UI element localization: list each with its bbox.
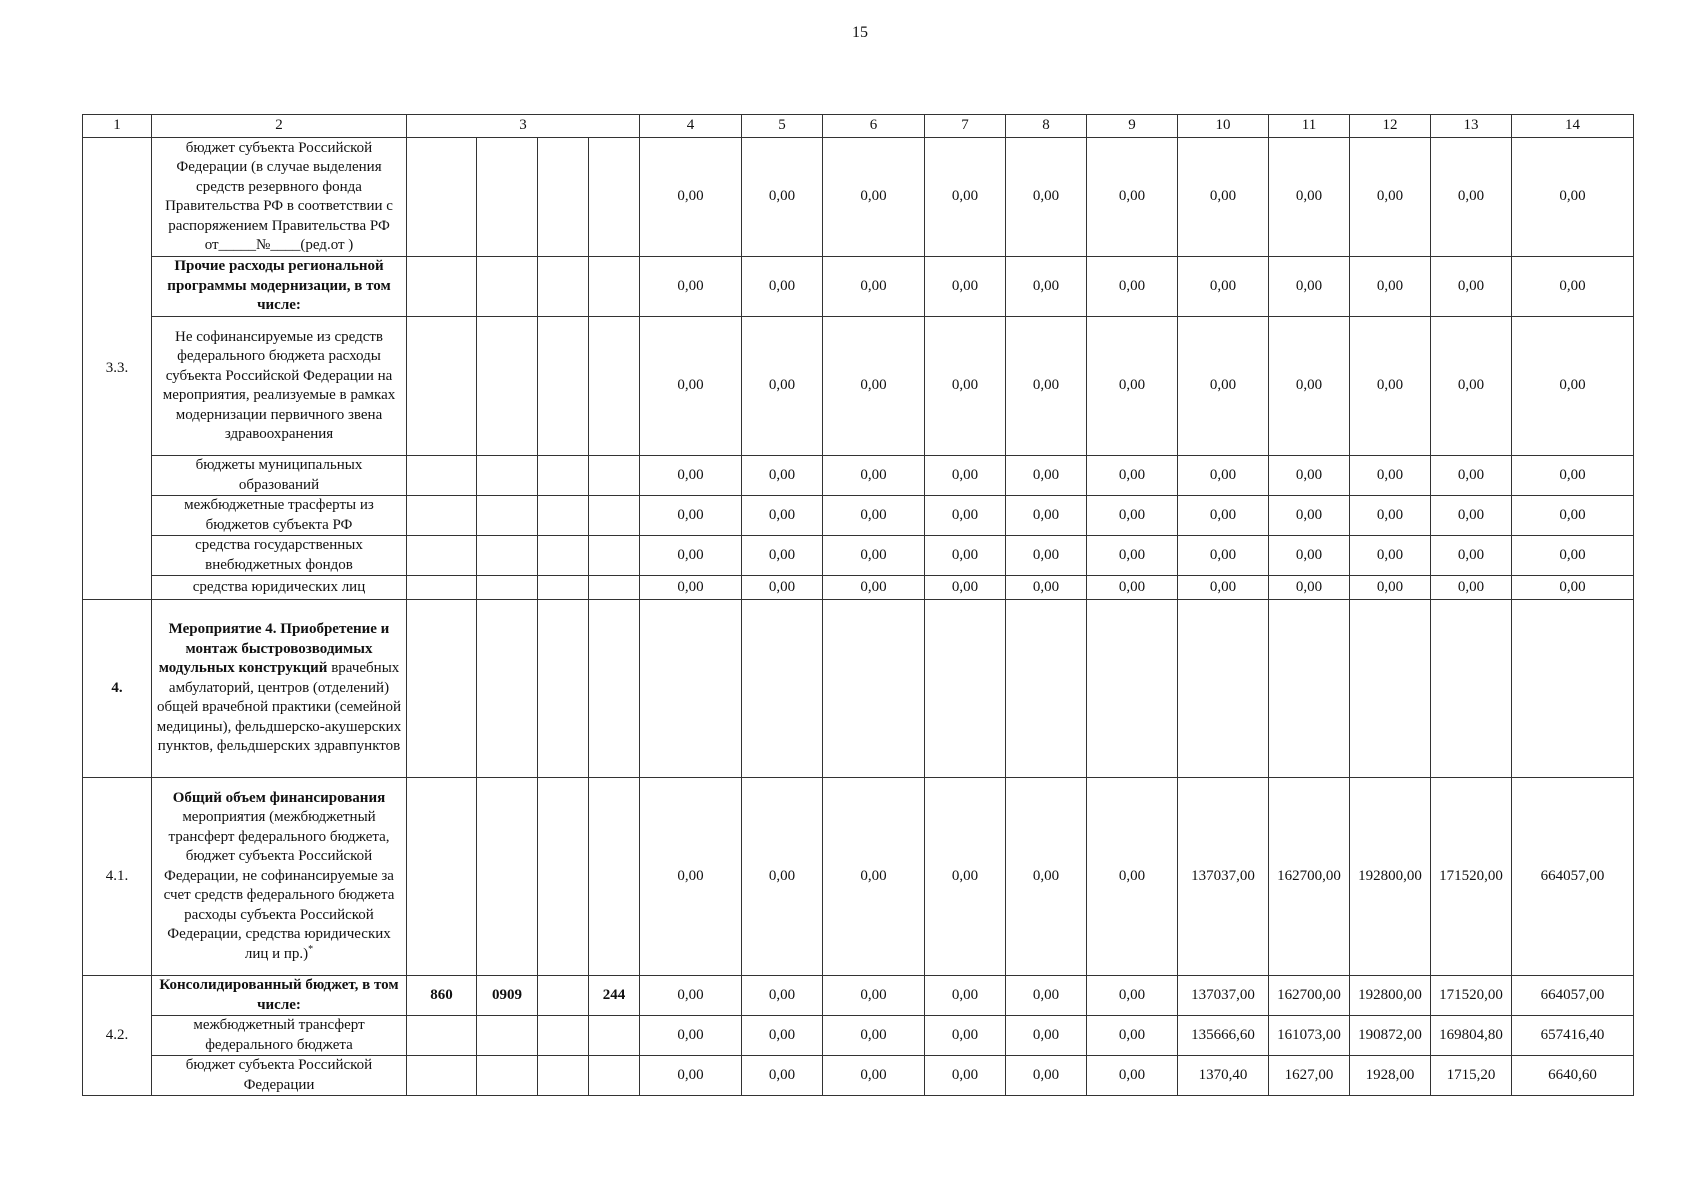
value-cell-col-5: 0,00 xyxy=(742,576,823,600)
header-cell: 14 xyxy=(1512,115,1634,138)
value-cell-col-8: 0,00 xyxy=(1006,317,1087,456)
value-cell-col-6: 0,00 xyxy=(823,496,925,536)
value-cell-col-6: 0,00 xyxy=(823,317,925,456)
value-cell-col-13: 169804,80 xyxy=(1431,1016,1512,1056)
value-cell-col-5: 0,00 xyxy=(742,257,823,317)
description-text: бюджет субъекта Российской Федерации xyxy=(185,1057,373,1093)
header-cell: 3 xyxy=(407,115,640,138)
value-cell-col-8: 0,00 xyxy=(1006,1016,1087,1056)
value-cell-col-14: 0,00 xyxy=(1512,138,1634,257)
value-cell-col-8: 0,00 xyxy=(1006,976,1087,1016)
value-cell-col-7: 0,00 xyxy=(925,257,1006,317)
value-cell-col-4: 0,00 xyxy=(640,317,742,456)
value-cell-col-6: 0,00 xyxy=(823,257,925,317)
header-cell: 1 xyxy=(83,115,152,138)
budget-code-cell xyxy=(477,1016,538,1056)
budget-code-cell xyxy=(538,138,589,257)
budget-code-cell xyxy=(477,317,538,456)
budget-code-cell xyxy=(407,1056,477,1096)
budget-code-cell xyxy=(589,257,640,317)
value-cell-col-5: 0,00 xyxy=(742,1016,823,1056)
value-cell-col-11: 0,00 xyxy=(1269,536,1350,576)
value-cell-col-6: 0,00 xyxy=(823,1056,925,1096)
value-cell-col-12: 0,00 xyxy=(1350,138,1431,257)
value-cell-col-11: 0,00 xyxy=(1269,576,1350,600)
value-cell-col-14: 0,00 xyxy=(1512,536,1634,576)
value-cell-col-12: 0,00 xyxy=(1350,536,1431,576)
value-cell-col-11: 0,00 xyxy=(1269,317,1350,456)
budget-code-cell xyxy=(407,576,477,600)
budget-code-cell xyxy=(477,138,538,257)
budget-code-cell xyxy=(407,778,477,976)
header-cell: 9 xyxy=(1087,115,1178,138)
description-cell xyxy=(152,976,407,1016)
budget-code-cell xyxy=(589,778,640,976)
budget-code-cell xyxy=(407,536,477,576)
value-cell-col-7: 0,00 xyxy=(925,1016,1006,1056)
value-cell-col-11: 0,00 xyxy=(1269,496,1350,536)
value-cell-col-9: 0,00 xyxy=(1087,456,1178,496)
value-cell-col-7: 0,00 xyxy=(925,1056,1006,1096)
value-cell-col-12: 1928,00 xyxy=(1350,1056,1431,1096)
budget-code-cell xyxy=(407,496,477,536)
table-row xyxy=(83,536,1634,576)
value-cell-col-8: 0,00 xyxy=(1006,456,1087,496)
budget-code-cell xyxy=(407,456,477,496)
value-cell-col-8: 0,00 xyxy=(1006,778,1087,976)
budget-code-cell xyxy=(538,496,589,536)
budget-code-cell xyxy=(407,317,477,456)
value-cell-col-7: 0,00 xyxy=(925,976,1006,1016)
budget-code-cell xyxy=(477,600,538,778)
value-cell-col-5: 0,00 xyxy=(742,317,823,456)
description-cell xyxy=(152,257,407,317)
value-cell-col-11: 161073,00 xyxy=(1269,1016,1350,1056)
value-cell-col-7: 0,00 xyxy=(925,778,1006,976)
value-cell-col-11: 162700,00 xyxy=(1269,778,1350,976)
value-cell-col-13 xyxy=(1431,600,1512,778)
budget-code-cell xyxy=(477,456,538,496)
value-cell-col-8: 0,00 xyxy=(1006,138,1087,257)
value-cell-col-4: 0,00 xyxy=(640,456,742,496)
value-cell-col-12: 0,00 xyxy=(1350,456,1431,496)
table-row xyxy=(83,778,1634,976)
table-row xyxy=(83,976,1634,1016)
value-cell-col-13: 0,00 xyxy=(1431,138,1512,257)
header-cell: 4 xyxy=(640,115,742,138)
budget-code-cell xyxy=(589,1056,640,1096)
value-cell-col-9: 0,00 xyxy=(1087,317,1178,456)
budget-code-cell xyxy=(589,456,640,496)
value-cell-col-7: 0,00 xyxy=(925,576,1006,600)
description-text: врачебных амбулаторий, центров (отделений) общей врачебной практики (семейной медицины), фельдшерско-акушерских пунктов, фельдшерских здравпунктов xyxy=(156,660,402,755)
description-text: Прочие расходы региональной программы модернизации, в том числе: xyxy=(167,258,391,314)
value-cell-col-4: 0,00 xyxy=(640,1056,742,1096)
budget-code-cell: 0909 xyxy=(477,976,538,1016)
value-cell-col-8: 0,00 xyxy=(1006,576,1087,600)
value-cell-col-8 xyxy=(1006,600,1087,778)
budget-code-cell xyxy=(477,536,538,576)
budget-code-cell xyxy=(538,456,589,496)
budget-code-cell xyxy=(407,257,477,317)
value-cell-col-13: 0,00 xyxy=(1431,257,1512,317)
header-cell: 13 xyxy=(1431,115,1512,138)
budget-code-cell xyxy=(589,1016,640,1056)
value-cell-col-6: 0,00 xyxy=(823,536,925,576)
value-cell-col-6: 0,00 xyxy=(823,456,925,496)
budget-code-cell xyxy=(589,536,640,576)
value-cell-col-5: 0,00 xyxy=(742,496,823,536)
table-row xyxy=(83,1056,1634,1096)
value-cell-col-13: 171520,00 xyxy=(1431,976,1512,1016)
value-cell-col-12: 0,00 xyxy=(1350,576,1431,600)
header-row xyxy=(83,115,1634,138)
value-cell-col-10: 0,00 xyxy=(1178,456,1269,496)
value-cell-col-5: 0,00 xyxy=(742,536,823,576)
value-cell-col-10: 137037,00 xyxy=(1178,778,1269,976)
header-cell: 12 xyxy=(1350,115,1431,138)
value-cell-col-4: 0,00 xyxy=(640,536,742,576)
value-cell-col-5: 0,00 xyxy=(742,778,823,976)
table-row xyxy=(83,576,1634,600)
budget-code-cell xyxy=(538,536,589,576)
value-cell-col-10: 0,00 xyxy=(1178,138,1269,257)
budget-code-cell xyxy=(538,576,589,600)
budget-code-cell xyxy=(589,317,640,456)
table-row xyxy=(83,138,1634,257)
value-cell-col-4: 0,00 xyxy=(640,976,742,1016)
budget-code-cell xyxy=(538,976,589,1016)
value-cell-col-11: 0,00 xyxy=(1269,257,1350,317)
budget-code-cell xyxy=(589,496,640,536)
value-cell-col-4: 0,00 xyxy=(640,576,742,600)
footnote-mark: * xyxy=(308,943,314,955)
value-cell-col-13: 0,00 xyxy=(1431,317,1512,456)
description-cell xyxy=(152,1056,407,1096)
budget-code-cell xyxy=(538,600,589,778)
description-text: межбюджетный трансферт федерального бюджета xyxy=(193,1017,365,1053)
description-text: межбюджетные трасферты из бюджетов субъекта РФ xyxy=(184,497,374,533)
value-cell-col-11: 0,00 xyxy=(1269,138,1350,257)
table-row xyxy=(83,600,1634,778)
value-cell-col-14: 0,00 xyxy=(1512,496,1634,536)
value-cell-col-10: 0,00 xyxy=(1178,257,1269,317)
value-cell-col-12: 0,00 xyxy=(1350,496,1431,536)
value-cell-col-6: 0,00 xyxy=(823,778,925,976)
value-cell-col-10: 0,00 xyxy=(1178,576,1269,600)
description-text: бюджет субъекта Российской Федерации (в случае выделения средств резервного фонда Правительства РФ в соответствии с распоряжением Правительства РФ от_____№____(ред.от ) xyxy=(165,139,393,253)
value-cell-col-12: 0,00 xyxy=(1350,317,1431,456)
value-cell-col-9: 0,00 xyxy=(1087,138,1178,257)
value-cell-col-10: 0,00 xyxy=(1178,317,1269,456)
description-text: Консолидированный бюджет, в том числе: xyxy=(159,977,399,1013)
value-cell-col-12 xyxy=(1350,600,1431,778)
value-cell-col-13: 1715,20 xyxy=(1431,1056,1512,1096)
value-cell-col-9: 0,00 xyxy=(1087,257,1178,317)
value-cell-col-12: 0,00 xyxy=(1350,257,1431,317)
row-number-cell: 4.1. xyxy=(83,778,152,976)
value-cell-col-14 xyxy=(1512,600,1634,778)
value-cell-col-7: 0,00 xyxy=(925,456,1006,496)
value-cell-col-8: 0,00 xyxy=(1006,257,1087,317)
value-cell-col-8: 0,00 xyxy=(1006,496,1087,536)
value-cell-col-10: 135666,60 xyxy=(1178,1016,1269,1056)
value-cell-col-9: 0,00 xyxy=(1087,778,1178,976)
budget-code-cell xyxy=(477,778,538,976)
description-text: бюджеты муниципальных образований xyxy=(195,457,363,493)
description-text: средства государственных внебюджетных фондов xyxy=(195,537,363,573)
table-row xyxy=(83,1016,1634,1056)
value-cell-col-9: 0,00 xyxy=(1087,536,1178,576)
value-cell-col-5 xyxy=(742,600,823,778)
value-cell-col-14: 657416,40 xyxy=(1512,1016,1634,1056)
value-cell-col-14: 0,00 xyxy=(1512,257,1634,317)
description-text: средства юридических лиц xyxy=(192,578,366,595)
value-cell-col-10: 0,00 xyxy=(1178,536,1269,576)
description-cell xyxy=(152,138,407,257)
description-cell xyxy=(152,778,407,976)
value-cell-col-7: 0,00 xyxy=(925,138,1006,257)
value-cell-col-6: 0,00 xyxy=(823,138,925,257)
value-cell-col-9: 0,00 xyxy=(1087,976,1178,1016)
value-cell-col-6 xyxy=(823,600,925,778)
header-cell: 10 xyxy=(1178,115,1269,138)
table-row xyxy=(83,257,1634,317)
value-cell-col-12: 192800,00 xyxy=(1350,976,1431,1016)
value-cell-col-5: 0,00 xyxy=(742,138,823,257)
budget-code-cell xyxy=(538,778,589,976)
budget-code-cell xyxy=(538,1016,589,1056)
budget-code-cell xyxy=(538,1056,589,1096)
description-cell xyxy=(152,317,407,456)
header-cell: 6 xyxy=(823,115,925,138)
value-cell-col-8: 0,00 xyxy=(1006,536,1087,576)
description-cell xyxy=(152,600,407,778)
value-cell-col-4: 0,00 xyxy=(640,778,742,976)
row-number-cell: 4. xyxy=(83,600,152,778)
header-cell: 5 xyxy=(742,115,823,138)
value-cell-col-14: 664057,00 xyxy=(1512,778,1634,976)
budget-code-cell: 860 xyxy=(407,976,477,1016)
header-cell: 2 xyxy=(152,115,407,138)
header-cell: 8 xyxy=(1006,115,1087,138)
value-cell-col-13: 0,00 xyxy=(1431,456,1512,496)
value-cell-col-13: 171520,00 xyxy=(1431,778,1512,976)
value-cell-col-10 xyxy=(1178,600,1269,778)
description-text: мероприятия (межбюджетный трансферт федерального бюджета, бюджет субъекта Российской Федерации, не софинансируемые за счет средств федерального бюджета расходы субъекта Российской Федерации, средства юридических лиц и пр.) xyxy=(163,809,395,962)
value-cell-col-4: 0,00 xyxy=(640,1016,742,1056)
value-cell-col-4: 0,00 xyxy=(640,257,742,317)
table-row xyxy=(83,456,1634,496)
financing-table xyxy=(82,114,1634,1096)
value-cell-col-4: 0,00 xyxy=(640,496,742,536)
value-cell-col-14: 0,00 xyxy=(1512,317,1634,456)
budget-code-cell xyxy=(477,257,538,317)
description-cell xyxy=(152,576,407,600)
budget-code-cell xyxy=(538,257,589,317)
header-cell: 7 xyxy=(925,115,1006,138)
description-text: Мероприятие 4. Приобретение и монтаж быстровозводимых модульных конструкций xyxy=(158,621,390,677)
value-cell-col-10: 137037,00 xyxy=(1178,976,1269,1016)
value-cell-col-9: 0,00 xyxy=(1087,576,1178,600)
value-cell-col-11: 0,00 xyxy=(1269,456,1350,496)
value-cell-col-4: 0,00 xyxy=(640,138,742,257)
budget-code-cell xyxy=(407,138,477,257)
description-cell xyxy=(152,456,407,496)
value-cell-col-13: 0,00 xyxy=(1431,536,1512,576)
value-cell-col-7: 0,00 xyxy=(925,317,1006,456)
table-row xyxy=(83,317,1634,456)
value-cell-col-9: 0,00 xyxy=(1087,1056,1178,1096)
budget-code-cell xyxy=(407,1016,477,1056)
value-cell-col-14: 0,00 xyxy=(1512,576,1634,600)
value-cell-col-4 xyxy=(640,600,742,778)
description-cell xyxy=(152,1016,407,1056)
value-cell-col-11 xyxy=(1269,600,1350,778)
value-cell-col-6: 0,00 xyxy=(823,576,925,600)
description-cell xyxy=(152,496,407,536)
budget-code-cell xyxy=(477,496,538,536)
budget-code-cell: 244 xyxy=(589,976,640,1016)
budget-code-cell xyxy=(589,600,640,778)
value-cell-col-14: 6640,60 xyxy=(1512,1056,1634,1096)
value-cell-col-5: 0,00 xyxy=(742,456,823,496)
value-cell-col-7: 0,00 xyxy=(925,536,1006,576)
value-cell-col-11: 1627,00 xyxy=(1269,1056,1350,1096)
budget-code-cell xyxy=(477,576,538,600)
value-cell-col-14: 664057,00 xyxy=(1512,976,1634,1016)
budget-code-cell xyxy=(538,317,589,456)
value-cell-col-6: 0,00 xyxy=(823,976,925,1016)
budget-code-cell xyxy=(477,1056,538,1096)
table-row xyxy=(83,496,1634,536)
value-cell-col-13: 0,00 xyxy=(1431,576,1512,600)
value-cell-col-9 xyxy=(1087,600,1178,778)
row-number-cell: 4.2. xyxy=(83,976,152,1096)
page-number: 15 xyxy=(852,24,868,41)
value-cell-col-12: 190872,00 xyxy=(1350,1016,1431,1056)
value-cell-col-10: 0,00 xyxy=(1178,496,1269,536)
value-cell-col-7: 0,00 xyxy=(925,496,1006,536)
value-cell-col-6: 0,00 xyxy=(823,1016,925,1056)
value-cell-col-5: 0,00 xyxy=(742,1056,823,1096)
value-cell-col-7 xyxy=(925,600,1006,778)
value-cell-col-14: 0,00 xyxy=(1512,456,1634,496)
value-cell-col-5: 0,00 xyxy=(742,976,823,1016)
row-number-cell: 3.3. xyxy=(83,138,152,600)
value-cell-col-12: 192800,00 xyxy=(1350,778,1431,976)
description-text: Общий объем финансирования xyxy=(172,789,386,806)
value-cell-col-9: 0,00 xyxy=(1087,1016,1178,1056)
value-cell-col-8: 0,00 xyxy=(1006,1056,1087,1096)
description-text: Не софинансируемые из средств федерального бюджета расходы субъекта Российской Федерации на мероприятия, реализуемые в рамках модернизации первичного звена здравоохранения xyxy=(162,328,396,442)
budget-code-cell xyxy=(589,576,640,600)
budget-code-cell xyxy=(407,600,477,778)
value-cell-col-9: 0,00 xyxy=(1087,496,1178,536)
value-cell-col-13: 0,00 xyxy=(1431,496,1512,536)
value-cell-col-11: 162700,00 xyxy=(1269,976,1350,1016)
description-cell xyxy=(152,536,407,576)
header-cell: 11 xyxy=(1269,115,1350,138)
budget-code-cell xyxy=(589,138,640,257)
value-cell-col-10: 1370,40 xyxy=(1178,1056,1269,1096)
